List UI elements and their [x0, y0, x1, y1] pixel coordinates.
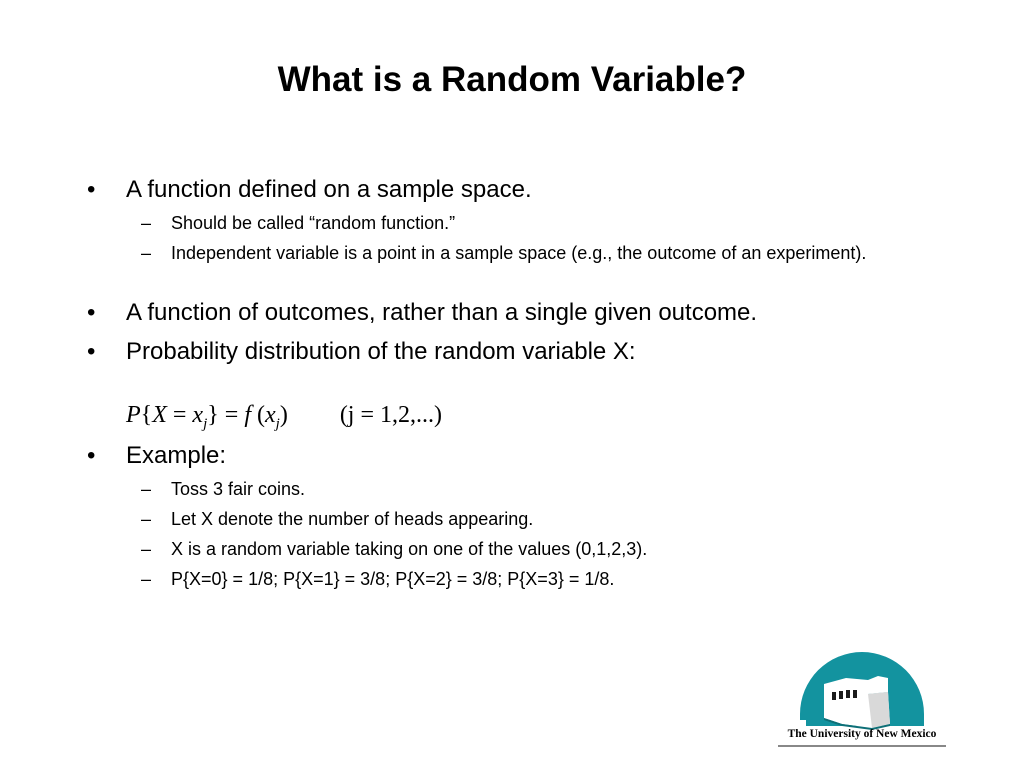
- sub-bullet-marker: –: [141, 539, 152, 559]
- logo-building: [824, 676, 890, 730]
- sub-bullet-item: P{X=0} = 1/8; P{X=1} = 3/8; P{X=2} = 3/8; P{X=3} = 1/8.: [171, 569, 615, 589]
- logo-divider: [778, 745, 946, 747]
- bullet-item: A function of outcomes, rather than a single given outcome.: [126, 299, 758, 326]
- formula-X: X: [152, 402, 167, 428]
- sub-bullet-marker: –: [141, 243, 152, 263]
- bullet-marker: •: [87, 299, 96, 326]
- formula-P: P: [126, 402, 141, 428]
- formula-brace-open: {: [140, 402, 153, 428]
- formula-paren-open: (: [250, 402, 265, 428]
- formula-range: (j = 1,2,...): [339, 402, 442, 428]
- sub-bullet-item: Let X denote the number of heads appearing.: [171, 509, 534, 529]
- bullet-marker: •: [87, 442, 96, 469]
- formula-paren-close: ): [279, 402, 288, 428]
- bullet-marker: •: [87, 338, 96, 365]
- formula-brace-close: } =: [207, 402, 245, 428]
- bullet-item: Probability distribution of the random variable X:: [126, 338, 636, 365]
- probability-formula: [126, 398, 442, 432]
- sub-bullet-item: Should be called “random function.”: [171, 213, 456, 233]
- bullet-item: Example:: [126, 442, 227, 469]
- sub-bullet-marker: –: [141, 213, 152, 233]
- formula-subscript: j: [203, 416, 208, 432]
- formula-x: x: [192, 402, 204, 428]
- formula-subscript: j: [275, 416, 280, 432]
- bullet-item: A function defined on a sample space.: [126, 176, 532, 203]
- formula-x: x: [264, 402, 276, 428]
- sub-bullet-item: Independent variable is a point in a sample space (e.g., the outcome of an experiment).: [171, 243, 867, 263]
- bullet-marker: •: [87, 176, 96, 203]
- sub-bullet-marker: –: [141, 509, 152, 529]
- formula-equals: =: [166, 402, 193, 428]
- slide-title: What is a Random Variable?: [277, 60, 747, 99]
- sub-bullet-marker: –: [141, 479, 152, 499]
- formula-f: f: [244, 402, 251, 428]
- sub-bullet-item: Toss 3 fair coins.: [171, 479, 306, 499]
- sub-bullet-marker: –: [141, 569, 152, 589]
- logo-caption: The University of New Mexico: [787, 728, 937, 740]
- sub-bullet-item: X is a random variable taking on one of the values (0,1,2,3).: [171, 539, 648, 559]
